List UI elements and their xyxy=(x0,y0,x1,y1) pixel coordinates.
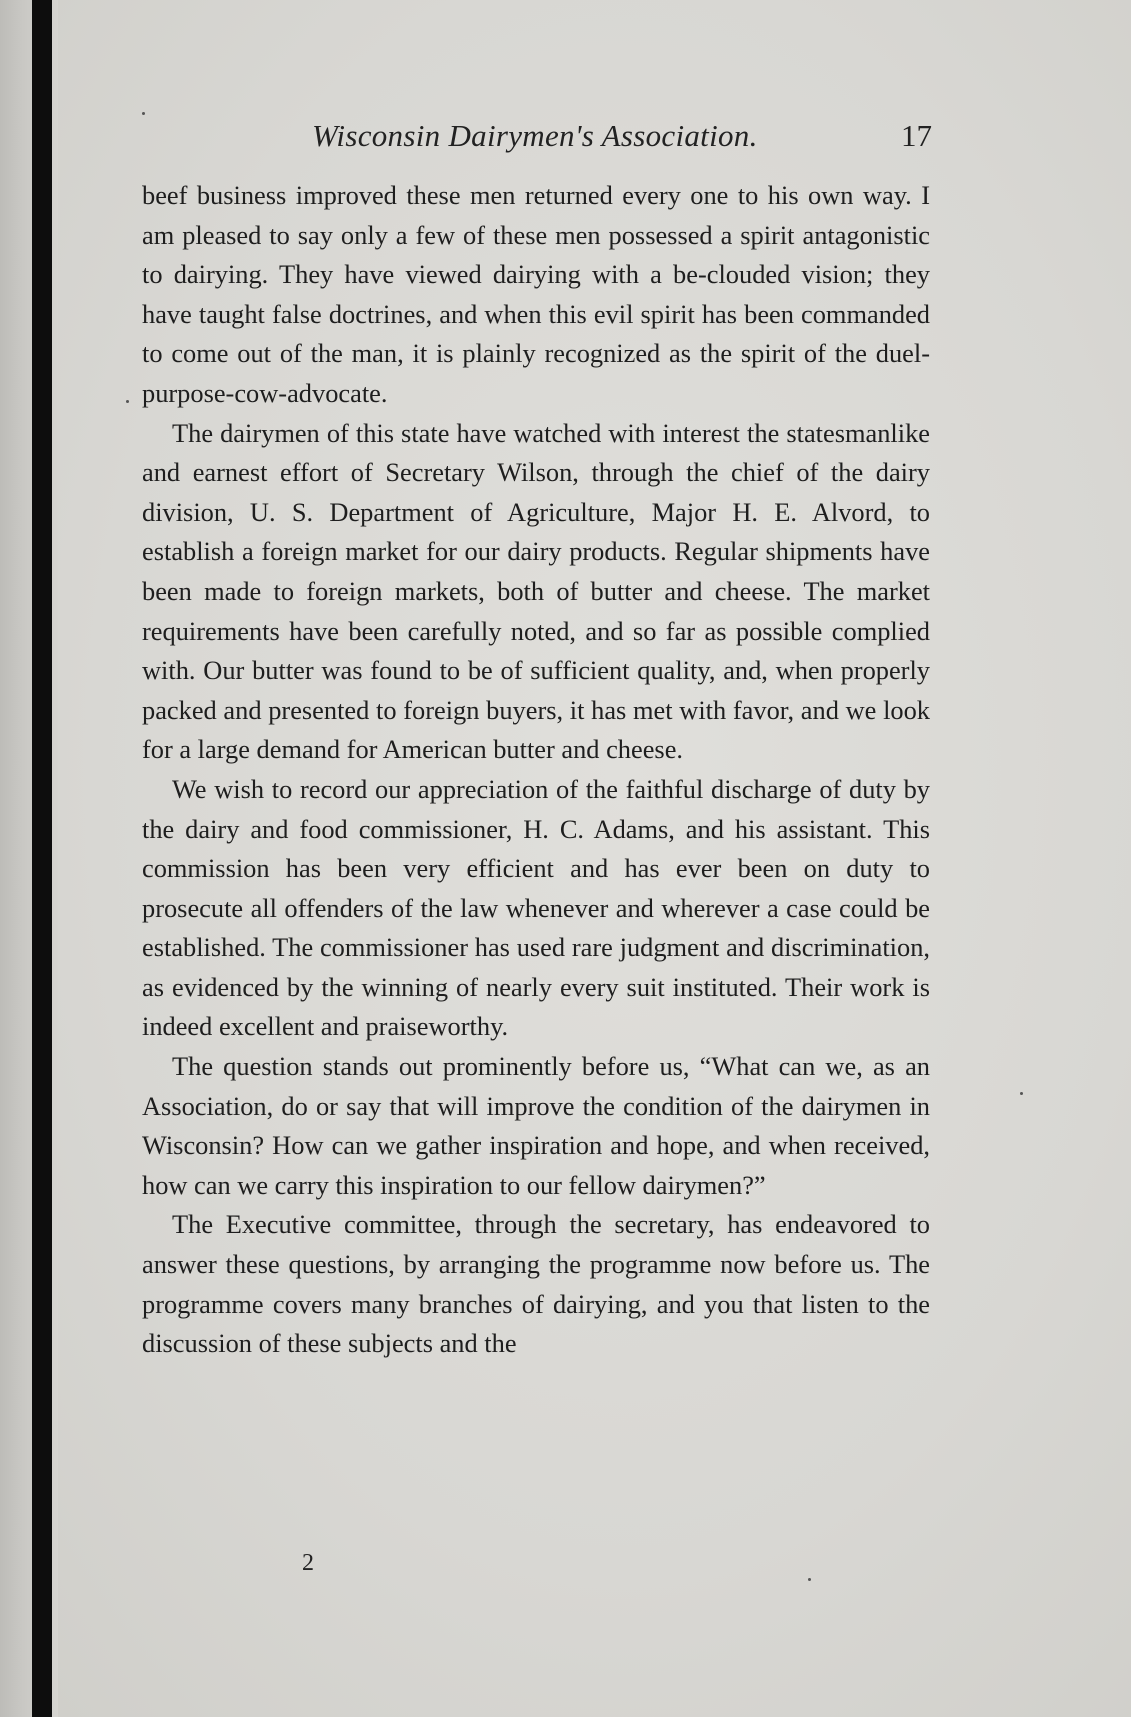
running-head xyxy=(142,118,932,158)
page-number: 17 xyxy=(901,118,932,153)
binding-edge xyxy=(32,0,52,1717)
running-title: Wisconsin Dairymen's Association. xyxy=(312,118,758,153)
paragraph: We wish to record our appreciation of the faithful discharge of duty by the dairy and food commissioner, H. C. Adams, and his assistant. This commission has been very efficient and has ever been on duty to prosecute all offenders of the law whenever and wherever a case could be established. The commissioner has used rare judgment and discrimination, as evidenced by the winning of nearly every suit instituted. Their work is indeed excellent and praiseworthy. xyxy=(142,773,930,1042)
print-speck xyxy=(142,112,145,115)
print-speck xyxy=(1020,1092,1023,1095)
paragraph: The Executive committee, through the secretary, has endeavored to answer these questions, by arranging the programme now before us. The programme covers many branches of dairying, and you that listen to the discussion of these subjects and the xyxy=(142,1209,930,1359)
body-text xyxy=(142,176,930,1364)
print-speck xyxy=(808,1578,811,1581)
paragraph: beef business improved these men returned every one to his own way. I am pleased to say only a few of these men possessed a spirit antagonistic to dairying. They have viewed dairying with a be-clouded vision; they have taught false doctrines, and when this evil spirit has been commanded to come out of the man, it is plainly recognized as the spirit of the duel-purpose-cow-advocate. xyxy=(142,180,930,408)
paragraph: The dairymen of this state have watched with interest the statesmanlike and earnest effort of Secretary Wilson, through the chief of the dairy division, U. S. Department of Agriculture, Major H. E. Alvord, to establish a foreign market for our dairy products. Regular shipments have been made to foreign markets, both of butter and cheese. The market requirements have been carefully noted, and so far as possible complied with. Our butter was found to be of sufficient quality, and, when properly packed and presented to foreign buyers, it has met with favor, and we look for a large demand for American butter and cheese. xyxy=(142,417,930,765)
paragraph: The question stands out prominently before us, “What can we, as an Association, do or say that will improve the condition of the dairymen in Wisconsin? How can we gather inspiration and hope, and when received, how can we carry this inspiration to our fellow dairymen?” xyxy=(142,1051,930,1200)
print-speck xyxy=(126,400,129,403)
signature-mark: 2 xyxy=(302,1550,314,1576)
